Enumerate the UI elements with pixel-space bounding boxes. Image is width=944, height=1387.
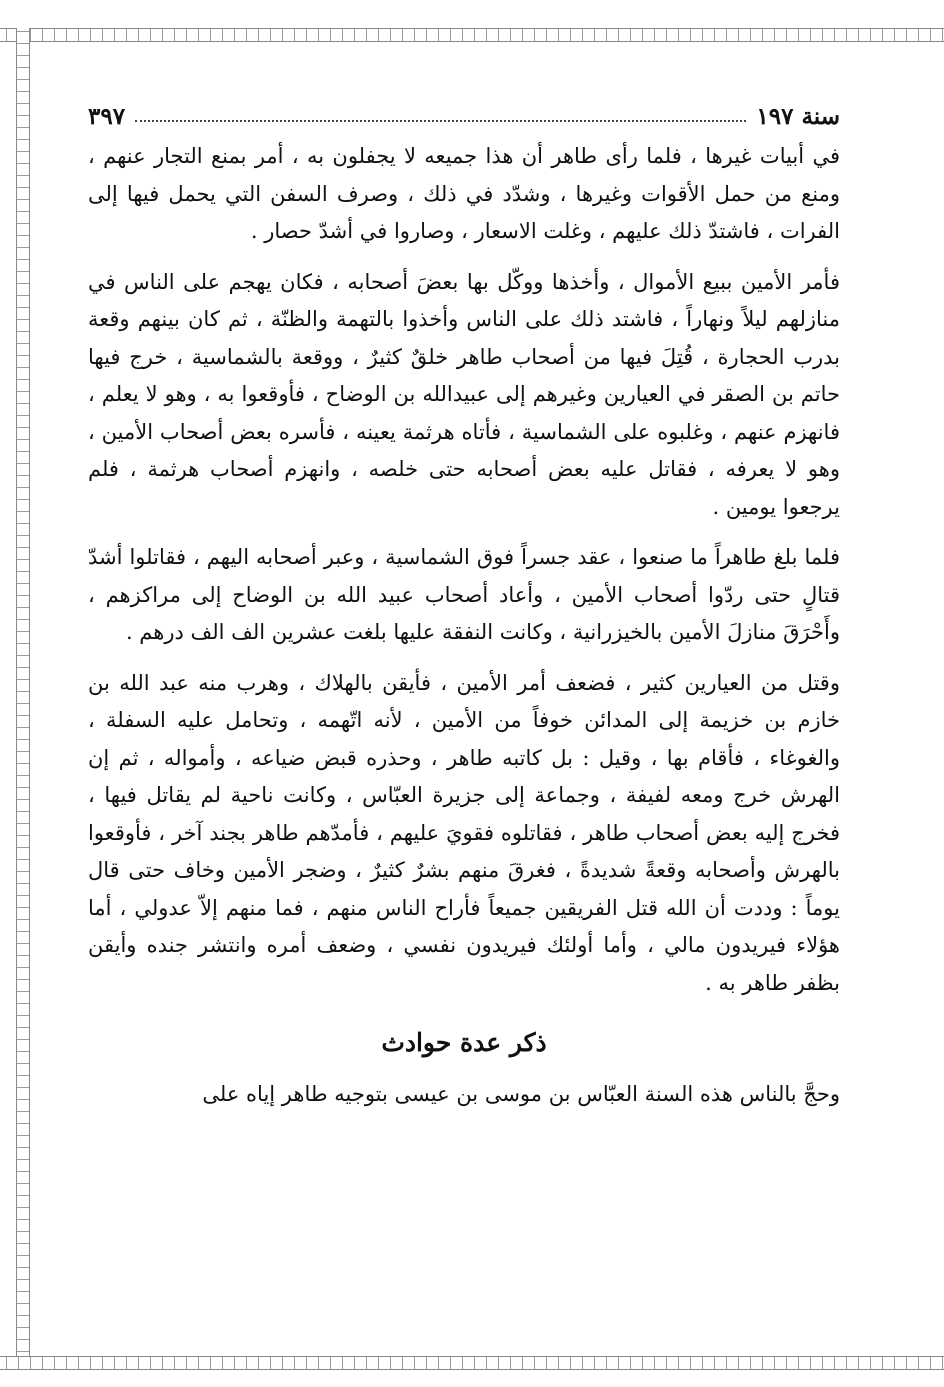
- decorative-border-bottom: [0, 1356, 944, 1370]
- page-number: ٣٩٧: [88, 103, 126, 130]
- running-head-year: سنة ١٩٧: [756, 103, 840, 130]
- paragraph: وقتل من العيارين كثير ، فضعف أمر الأمين ، فأيقن بالهلاك ، وهرب منه عبد الله بن خازم بن خزيمة إلى المدائن خوفاً من الأمين ، لأنه اتّهمه ، وتحامل عليه السفلة ، والغوغاء ، فأقام بها ، وقيل : بل كاتبه طاهر ، وحذره قبض ضياعه ، وأمواله ، ثم إن الهرش خرج ومعه لفيفة ، وجماعة إلى جزيرة العبّاس ، وكانت ناحية لم يقاتل فيها ، فخرج إليه بعض أصحاب طاهر ، فقاتلوه فقويَ عليهم ، فأمدّهم طاهر بجند آخر ، فأوقعوا بالهرش وأصحابه وقعةً شديدةً ، فغرقَ منهم بشرٌ كثيرٌ ، وضجر الأمين وخاف حتى قال يوماً : وددت أن الله قتل الفريقين جميعاً فأراح الناس منهم ، فما منهم إلاّ عدولي ، أما هؤلاء فيريدون مالي ، وأما أولئك فيريدون نفسي ، وضعف أمره وانتشر جنده وأيقن بظفر طاهر به .: [88, 670, 840, 995]
- paragraph: فأمر الأمين ببيع الأموال ، وأخذها ووكّل بها بعضَ أصحابه ، فكان يهجم على الناس في منازلهم ليلاً ونهاراً ، فاشتد ذلك على الناس وأخذوا بالتهمة والظنّة ، ثم كان بينهم وقعة بدرب الحجارة ، قُتِلَ فيها من أصحاب طاهر خلقٌ كثيرٌ ، ووقعة بالشماسية ، خرج فيها حاتم بن الصقر في العيارين وغيرهم إلى عبيدالله بن الوضاح ، فأوقعوا به ، وهو لا يعلم ، فانهزم عنهم ، وغلبوه على الشماسية ، فأتاه هرثمة يعينه ، فأسره بعض أصحاب الأمين ، وهو لا يعرفه ، فقاتل عليه بعض أصحابه حتى خلصه ، وانهزم أصحاب هرثمة ، فلم يرجعوا يومين .: [88, 269, 840, 519]
- paragraph: فلما بلغ طاهراً ما صنعوا ، عقد جسراً فوق الشماسية ، وعبر أصحابه اليهم ، فقاتلوا أشدّ قتالٍ حتى ردّوا أصحاب الأمين ، وأعاد أصحاب عبيد الله بن الوضاح إلى مراكزهم ، وأَحْرَقَ منازلَ الأمين بالخيزرانية ، وكانت النفقة عليها بلغت عشرين الف الف درهم .: [88, 545, 840, 644]
- page-header: [88, 90, 840, 130]
- header-dotted-leader: [135, 120, 746, 122]
- page-body: [88, 138, 840, 1126]
- paragraph: وحجَّ بالناس هذه السنة العبّاس بن موسى بن عيسى بتوجيه طاهر إياه على: [202, 1081, 840, 1106]
- decorative-border-top: [0, 28, 944, 42]
- decorative-border-left: [16, 28, 30, 1370]
- paragraph: في أبيات غيرها ، فلما رأى طاهر أن هذا جميعه لا يجفلون به ، أمر بمنع التجار عنهم ، ومنع من حمل الأقوات وغيرها ، وشدّد في ذلك ، وصرف السفن التي يحمل فيها إلى الفرات ، فاشتدّ ذلك عليهم ، وغلت الاسعار ، وصاروا في أشدّ حصار .: [88, 144, 840, 243]
- section-heading: ذكر عدة حوادث: [381, 1028, 547, 1057]
